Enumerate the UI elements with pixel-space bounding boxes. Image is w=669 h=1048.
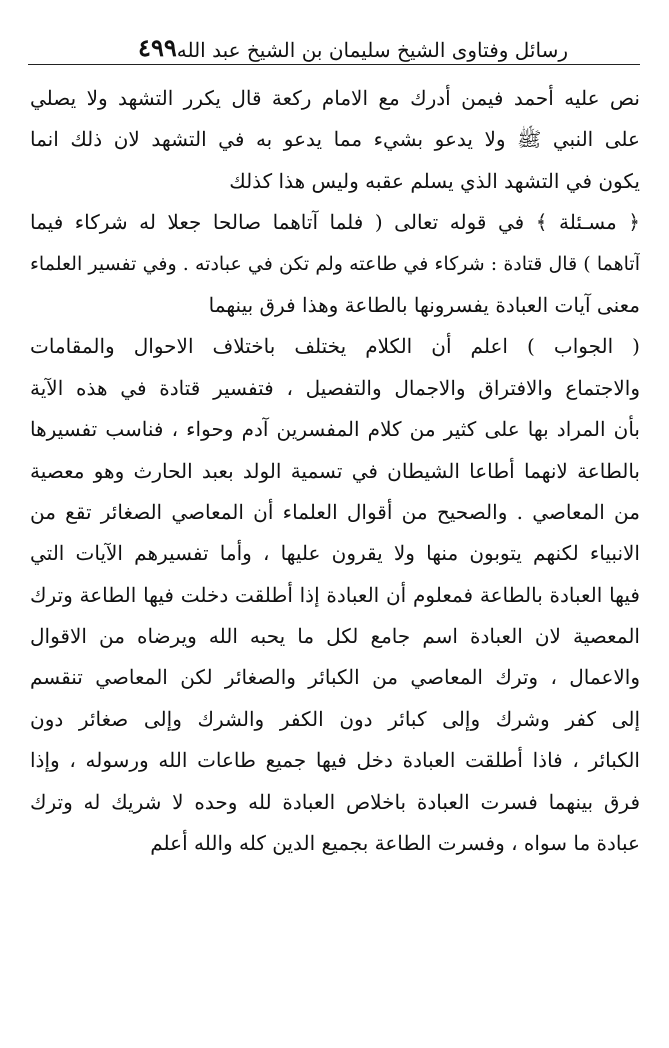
text-line: والاجتماع والافتراق والاجمال والتفصيل ، فتفسير قتادة في هذه الآية (30, 375, 640, 400)
text-line: المعصية لان العبادة اسم جامع لكل ما يحبه الله ويرضاه من الاقوال (30, 624, 640, 649)
text-line: إلى كفر وشرك وإلى كبائر دون الكفر والشرك وإلى صغائر دون (30, 706, 640, 731)
text-line: معنى آيات العبادة يفسرونها بالطاعة وهذا فرق بينهما (208, 292, 640, 317)
running-header-title: رسائل وفتاوى الشيخ سليمان بن الشيخ عبد الله (176, 38, 568, 62)
text-line: الكبائر ، فاذا أطلقت العبادة دخل فيها جميع طاعات الله ورسوله ، وإذا (30, 748, 640, 773)
text-line: فرق بينهما فسرت العبادة باخلاص العبادة لله وحده لا شريك له وترك (30, 789, 640, 814)
page-number: ٤٩٩ (138, 33, 177, 62)
page-header (138, 26, 568, 62)
header-divider (28, 64, 640, 65)
text-line: ﴿ مسـئلة ﴾ في قوله تعالى ( فلما آتاهما صالحا جعلا له شركاء فيما (30, 210, 640, 235)
page-body (30, 78, 640, 864)
text-line: آتاهما ) قال قتادة : شركاء في طاعته ولم تكن في عبادته . وفي تفسير العلماء (30, 252, 640, 275)
text-line: بالطاعة لانهما أطاعا الشيطان في تسمية الولد بعبد الحارث وهو معصية (30, 458, 640, 483)
text-line: عبادة ما سواه ، وفسرت الطاعة بجميع الدين كله والله أعلم (150, 831, 640, 856)
text-line: نص عليه أحمد فيمن أدرك مع الامام ركعة قال يكرر التشهد ولا يصلي (30, 86, 640, 110)
text-line: على النبي ﷺ ولا يدعو بشيء مما يدعو به في التشهد لان ذلك انما (30, 127, 640, 152)
text-line: فيها العبادة بالطاعة فمعلوم أن العبادة إذا أطلقت دخلت فيها الطاعة وترك (30, 582, 640, 607)
text-line: من المعاصي . والصحيح من أقوال العلماء أن المعاصي الصغائر تقع من (30, 499, 640, 524)
text-line: بأن المراد بها على كثير من كلام المفسرين آدم وحواء ، فناسب تفسيرها (30, 417, 640, 442)
text-line: والاعمال ، وترك المعاصي من الكبائر والصغائر لكن المعاصي تنقسم (30, 665, 640, 690)
text-line: ( الجواب ) اعلم أن الكلام يختلف باختلاف الاحوال والمقامات (30, 334, 640, 359)
text-line: الانبياء لكنهم يتوبون منها ولا يقرون عليها ، وأما تفسيرهم الآيات التي (30, 541, 640, 566)
text-line: يكون في التشهد الذي يسلم عقبه وليس هذا كذلك (229, 168, 640, 193)
